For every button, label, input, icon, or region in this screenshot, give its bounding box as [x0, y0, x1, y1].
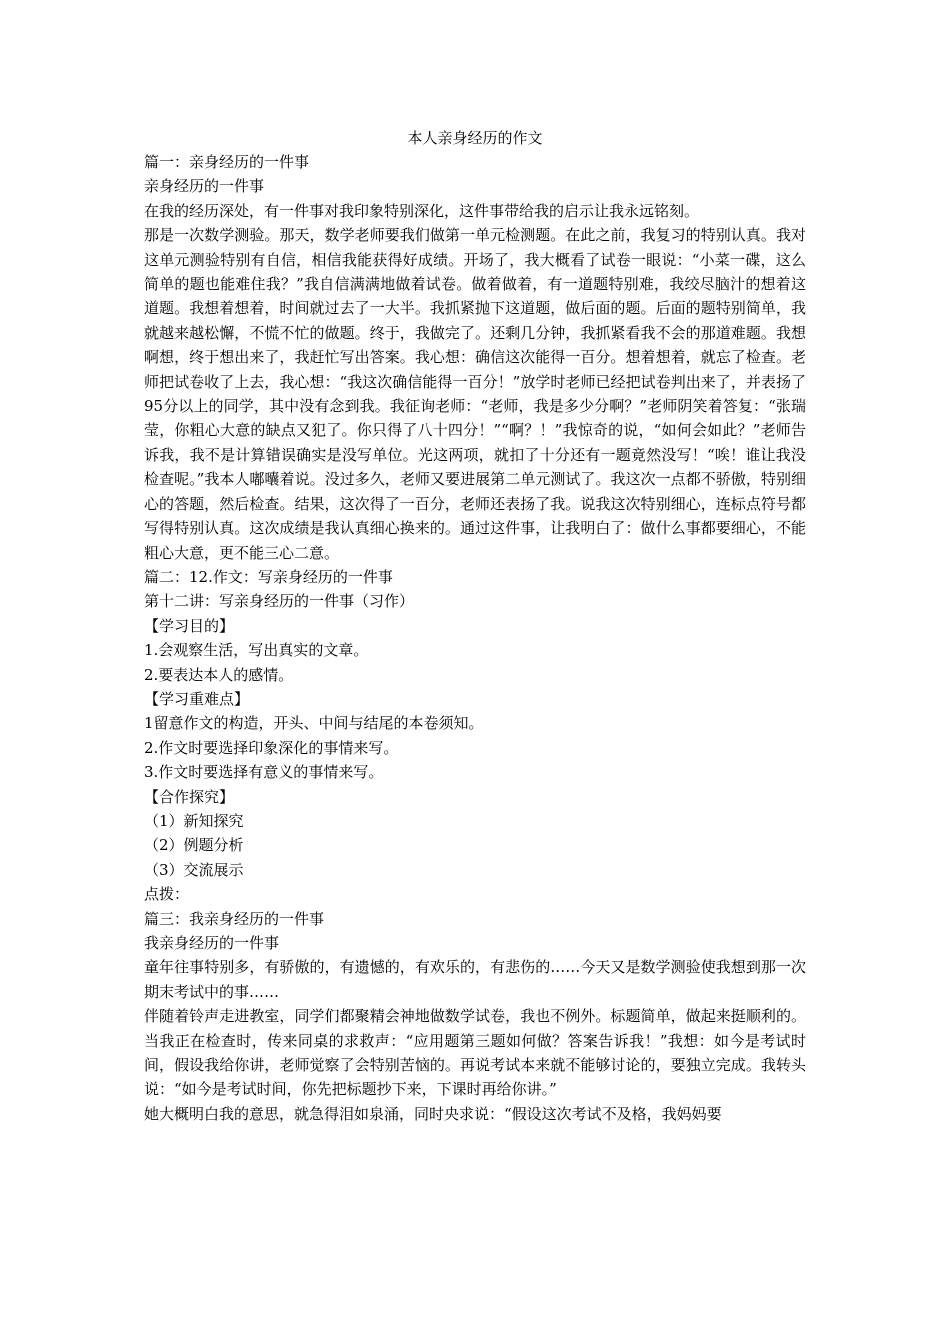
- lesson-item: （2）例题分析: [144, 836, 244, 855]
- body-paragraph: 童年往事特别多，有骄傲的，有遗憾的，有欢乐的，有悲伤的……今天又是数学测验使我想到那一次期末考试中的事……: [144, 958, 806, 1001]
- section-heading-3: 篇三：我亲身经历的一件事: [144, 909, 325, 928]
- body-paragraph: 伴随着铃声走进教室，同学们都聚精会神地做数学试卷，我也不例外。标题简单，做起来挺顺利的。当我正在检查时，传来同桌的求救声：“应用题第三题如何做？答案告诉我！”我想：如今是考试时间，假设我给你讲，老师觉察了会特别苦恼的。再说考试本来就不能够讨论的，要独立完成。我转头说：“如今是考试时间，你先把标题抄下来，下课时再给你讲。”: [144, 1007, 806, 1099]
- lesson-item: 2.要表达本人的感情。: [144, 665, 294, 684]
- document-body: [144, 150, 806, 1126]
- body-paragraph: 在我的经历深处，有一件事对我印象特别深化，这件事带给我的启示让我永远铭刻。: [144, 201, 700, 220]
- lesson-heading: 【学习目的】: [144, 616, 235, 635]
- lesson-item: 点拨：: [144, 885, 190, 904]
- lesson-title: 第十二讲：写亲身经历的一件事（习作）: [144, 592, 415, 611]
- body-paragraph: 那是一次数学测验。那天，数学老师要我们做第一单元检测题。在此之前，我复习的特别认真。我对这单元测验特别有自信，相信我能获得好成绩。开场了，我大概看了试卷一眼说：“小菜一碟，这么简单的题也能难住我？”我自信满满地做着试卷。做着做着，有一道题特别难，我绞尽脑汁的想着这道题。我想着想着，时间就过去了一大半。我抓紧抛下这道题，做后面的题。后面的题特别简单，我就越来越松懈，不慌不忙的做题。终于，我做完了。还剩几分钟，我抓紧看我不会的那道难题。我想啊想，终于想出来了，我赶忙写出答案。我心想：确信这次能得一百分。想着想着，就忘了检查。老师把试卷收了上去，我心想：“我这次确信能得一百分！”放学时老师已经把试卷判出来了，并表扬了95分以上的同学，其中没有念到我。我征询老师：“老师，我是多少分啊？”老师阴笑着答复：“张瑞莹，你粗心大意的缺点又犯了。你只得了八十四分！”“啊？！”我惊奇的说，“如何会如此？”老师告诉我，我不是计算错误确实是没写单位。光这两项，就扣了十分还有一题竟然没写！“唉！谁让我没检查呢。”我本人嘟囔着说。没过多久，老师又要进展第二单元测试了。我这次一点都不骄傲，特别细心的答题，然后检查。结果，这次得了一百分，老师还表扬了我。说我这次特别细心，连标点符号都写得特别认真。这次成绩是我认真细心换来的。通过这件事，让我明白了：做什么事都要细心，不能粗心大意，更不能三心二意。: [144, 226, 806, 562]
- section-heading-1: 篇一：亲身经历的一件事: [144, 153, 310, 171]
- body-paragraph: 她大概明白我的意思，就急得泪如泉涌，同时央求说：“假设这次考试不及格，我妈妈要: [144, 1104, 722, 1123]
- lesson-heading: 【学习重难点】: [144, 689, 250, 708]
- section-heading-2: 篇二：12.作文：写亲身经历的一件事: [144, 567, 393, 586]
- essay-title-1: 亲身经历的一件事: [144, 177, 265, 196]
- lesson-item: （1）新知探究: [144, 811, 244, 830]
- lesson-item: 1留意作文的构造，开头、中间与结尾的本卷须知。: [144, 714, 484, 733]
- essay-title-3: 我亲身经历的一件事: [144, 934, 280, 952]
- lesson-item: 3.作文时要选择有意义的事情来写。: [144, 763, 384, 782]
- lesson-item: 2.作文时要选择印象深化的事情来写。: [144, 738, 399, 757]
- lesson-item: （3）交流展示: [144, 860, 244, 879]
- document-title: 本人亲身经历的作文: [407, 129, 543, 147]
- lesson-item: 1.会观察生活，写出真实的文章。: [144, 641, 369, 660]
- lesson-heading: 【合作探究】: [144, 787, 235, 806]
